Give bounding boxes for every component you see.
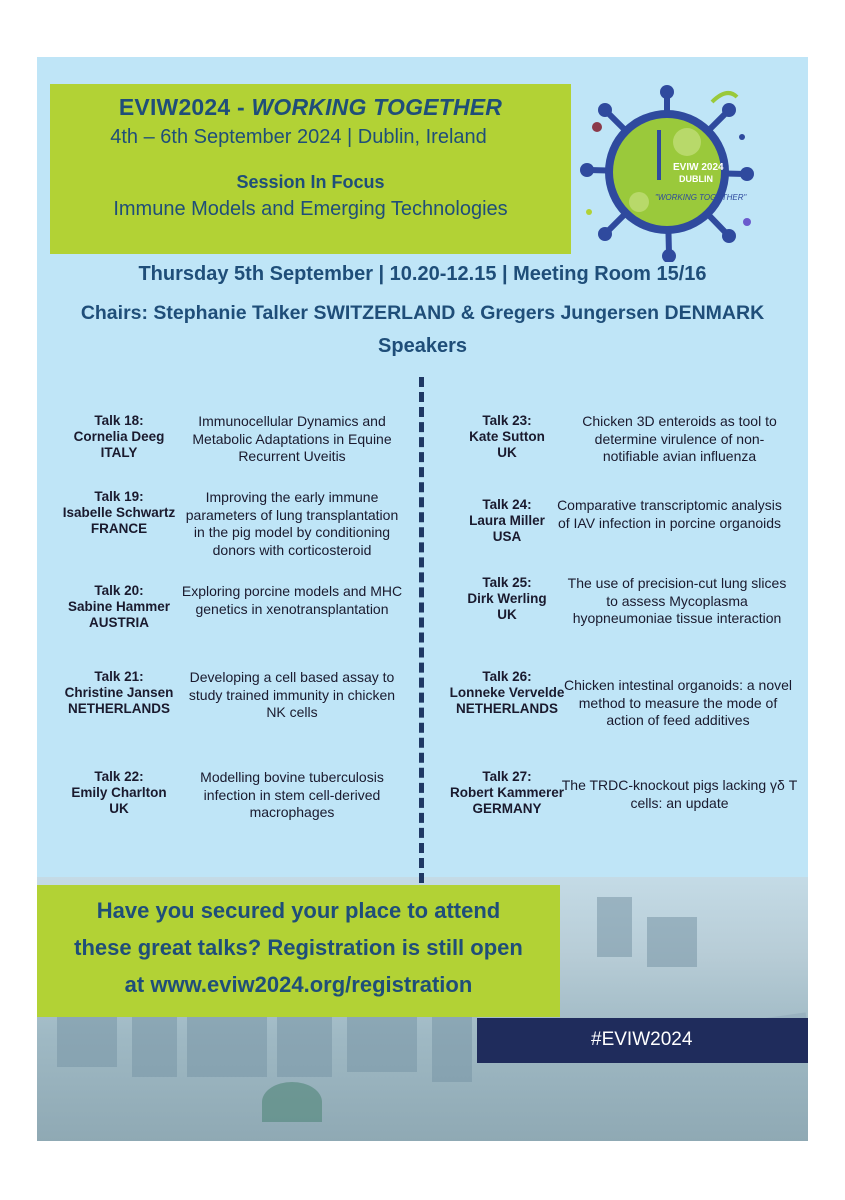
logo-text-line1: EVIW 2024: [673, 162, 724, 173]
speaker-info: Talk 25: Dirk Werling UK: [467, 575, 547, 622]
hashtag: #EVIW2024: [591, 1029, 693, 1050]
registration-line-1: Have you secured your place to attend: [96, 898, 501, 923]
registration-line-2: these great talks? Registration is still open: [74, 935, 523, 960]
conference-dates: 4th – 6th September 2024 | Dublin, Ireland: [110, 126, 487, 148]
session-title: Immune Models and Emerging Technologies: [113, 198, 508, 220]
logo-tagline: "WORKING TOGETHER": [655, 193, 747, 202]
poster: [37, 57, 808, 1141]
talk-title: The TRDC-knockout pigs lacking γδ T cells: an update: [561, 777, 798, 811]
talk-title: Improving the early immune parameters of lung transplantation in the pig model by conditioning donors with corticosteroid: [185, 489, 399, 558]
talk-title: Immunocellular Dynamics and Metabolic Adaptations in Equine Recurrent Uveitis: [192, 413, 392, 464]
registration-link[interactable]: at www.eviw2024.org/registration: [124, 972, 473, 997]
speaker-info: Talk 27: Robert Kammerer GERMANY: [449, 769, 565, 816]
speaker-info: Talk 21: Christine Jansen NETHERLANDS: [64, 669, 174, 716]
speaker-info: Talk 18: Cornelia Deeg ITALY: [73, 413, 165, 460]
talk-title: Comparative transcriptomic analysis of IAV infection in porcine organoids: [557, 497, 782, 531]
eviw-virus-logo: [577, 82, 757, 262]
session-in-focus-label: Session In Focus: [236, 172, 385, 192]
speaker-info: Talk 20: Sabine Hammer AUSTRIA: [67, 583, 171, 630]
talk-title: Chicken 3D enteroids as tool to determine virulence of non- notifiable avian influenza: [582, 413, 777, 464]
header-box: [50, 84, 571, 254]
logo-text-line2: DUBLIN: [679, 174, 713, 184]
speaker-info: Talk 19: Isabelle Schwartz FRANCE: [62, 489, 176, 536]
speaker-info: Talk 22: Emily Charlton UK: [71, 769, 167, 816]
hashtag-banner: [477, 1018, 808, 1063]
session-chairs: Chairs: Stephanie Talker SWITZERLAND & Gregers Jungersen DENMARK: [80, 302, 765, 324]
registration-banner: [37, 885, 560, 1017]
talk-title: The use of precision-cut lung slices to assess Mycoplasma hyopneumoniae tissue interaction: [567, 575, 787, 626]
talk-title: Exploring porcine models and MHC genetics in xenotransplantation: [181, 583, 403, 617]
talk-title: Developing a cell based assay to study trained immunity in chicken NK cells: [188, 669, 396, 720]
talk-title: Chicken intestinal organoids: a novel method to measure the mode of action of feed additives: [563, 677, 793, 728]
speaker-info: Talk 23: Kate Sutton UK: [469, 413, 545, 460]
session-time-location: Thursday 5th September | 10.20-12.15 | Meeting Room 15/16: [138, 263, 707, 285]
column-divider: [419, 377, 424, 883]
conference-title: EVIW2024 - WORKING TOGETHER: [118, 94, 503, 120]
speaker-info: Talk 24: Laura Miller USA: [469, 497, 545, 544]
talk-title: Modelling bovine tuberculosis infection in stem cell-derived macrophages: [200, 769, 384, 820]
speaker-info: Talk 26: Lonneke Vervelde NETHERLANDS: [449, 669, 565, 716]
speakers-heading: Speakers: [378, 335, 467, 357]
